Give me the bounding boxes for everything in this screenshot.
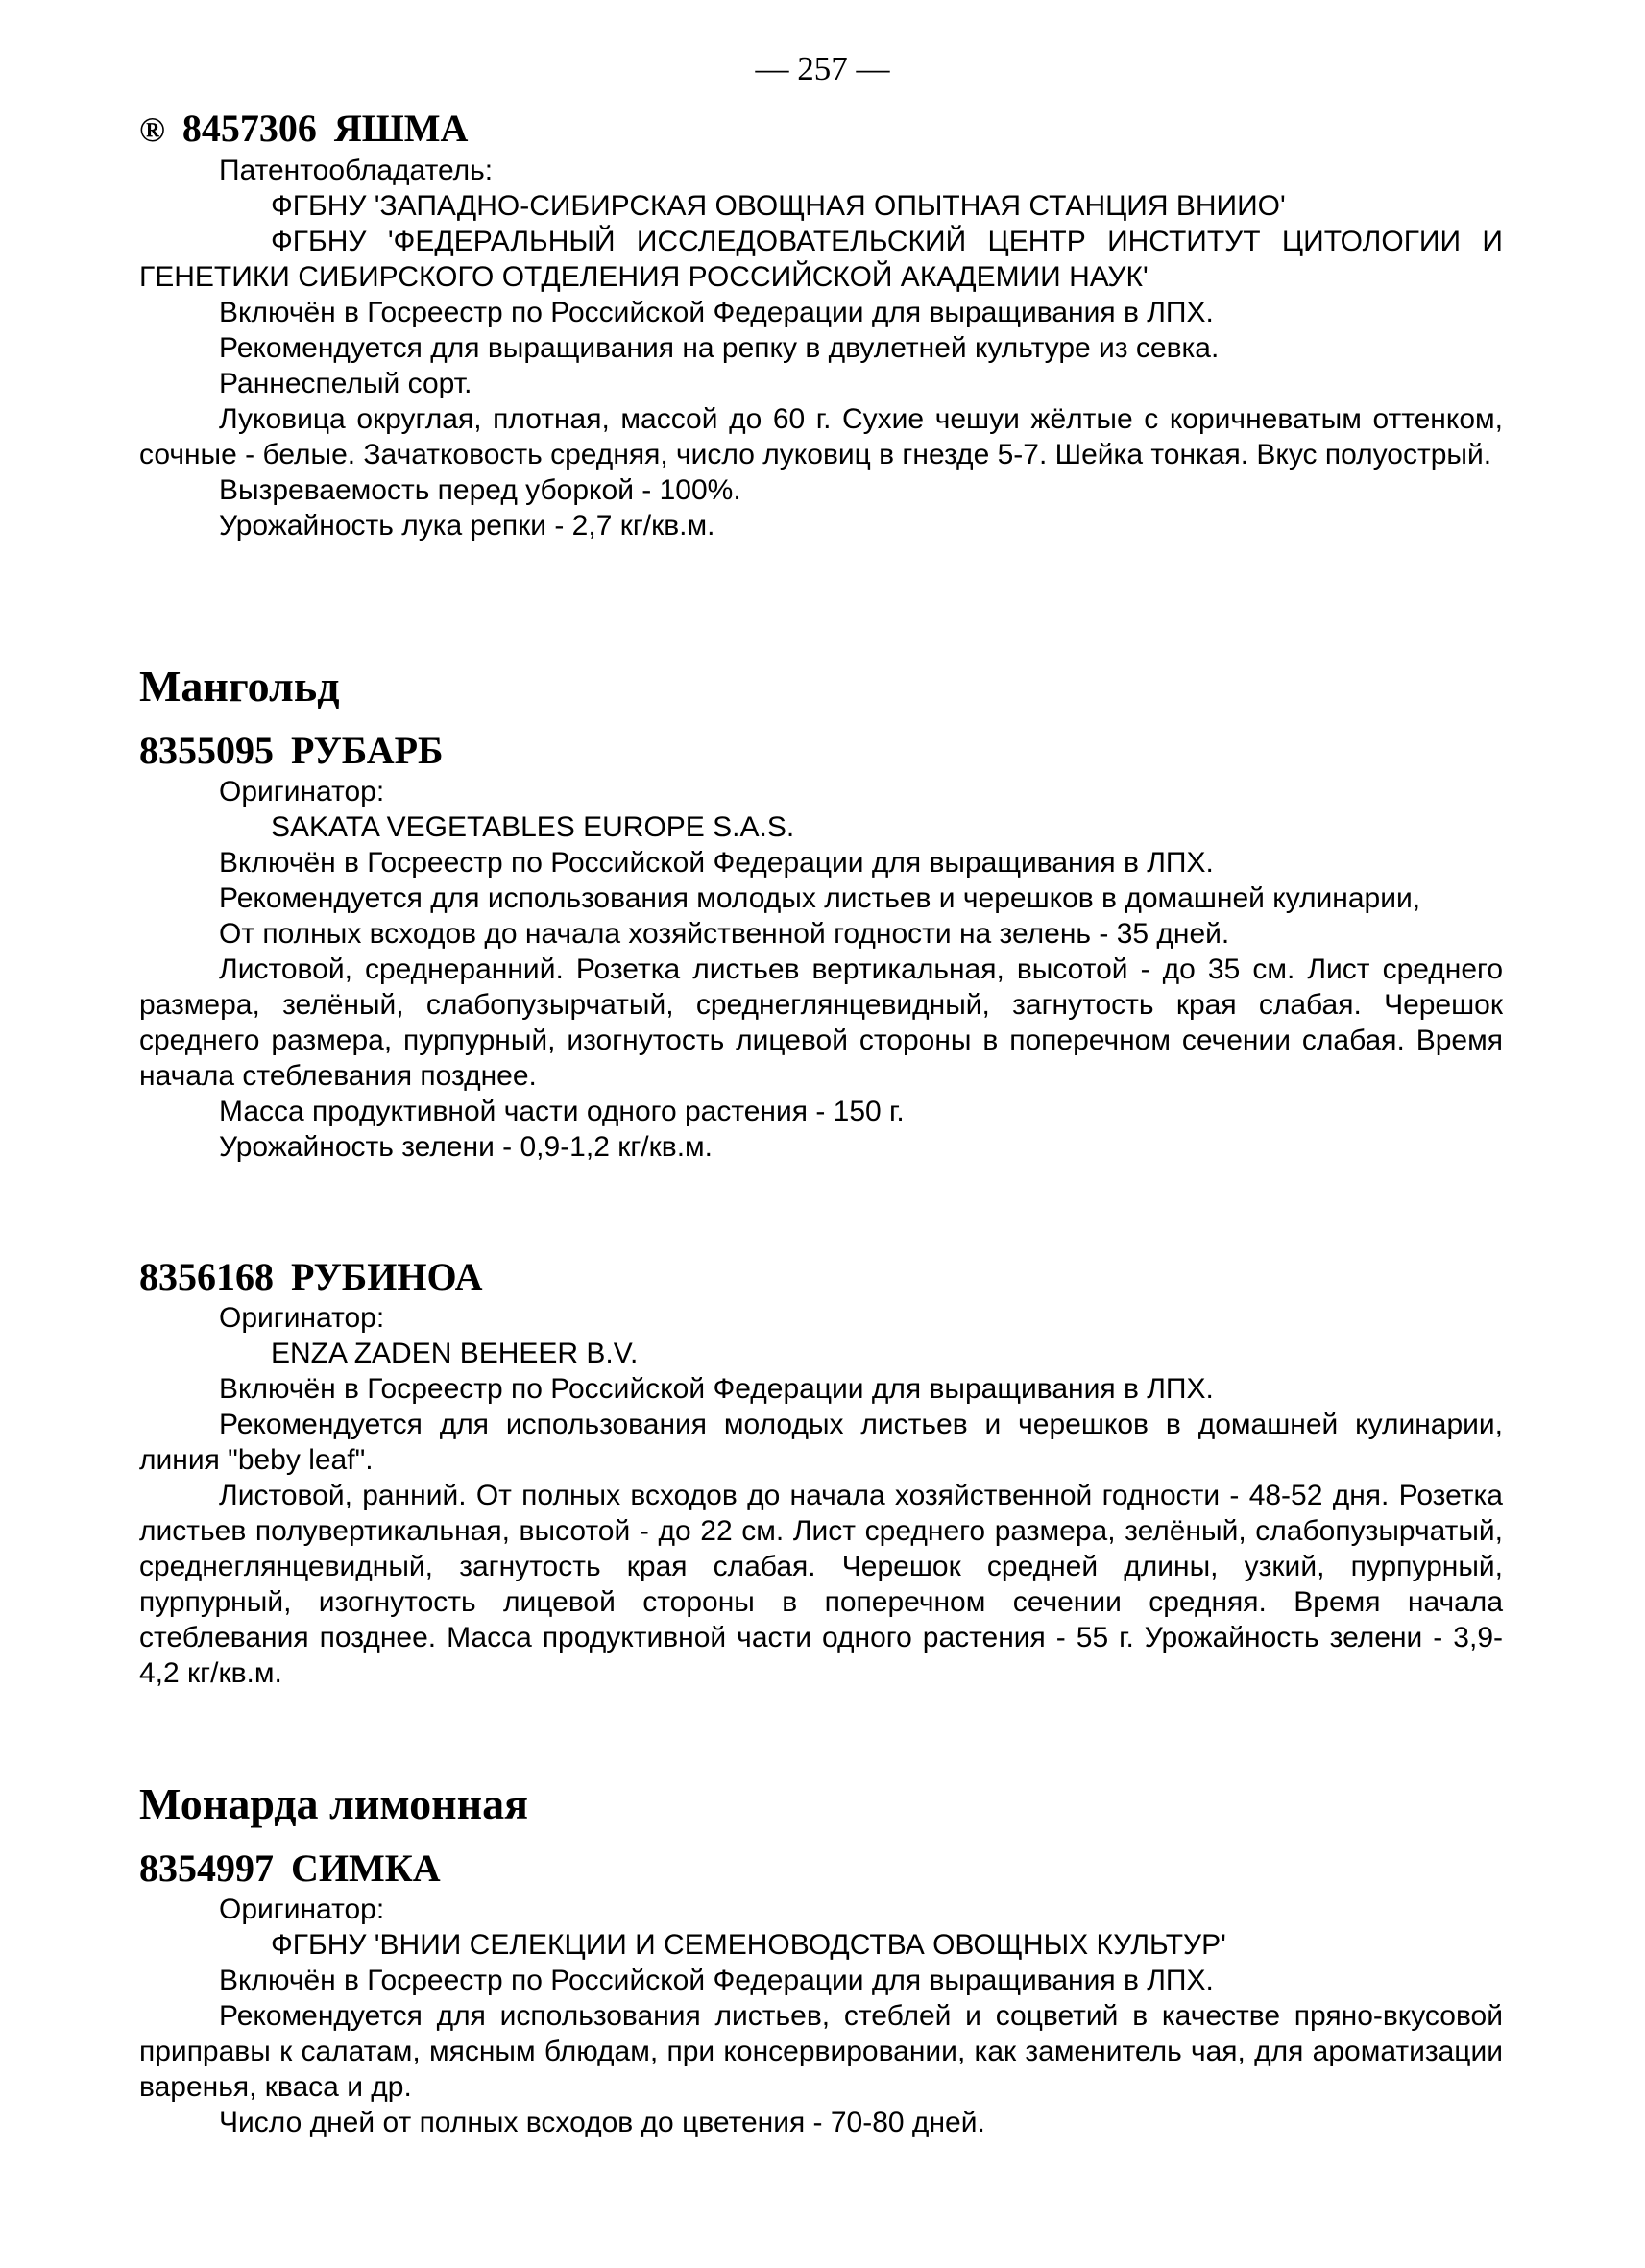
description: Луковица округлая, плотная, массой до 60 г. Сухие чешуи жёлтые с коричневатым оттенком, сочные - белые. Зачатковость средняя, число луковиц в гнезде 5-7. Шейка тонкая. Вкус полуострый. [139,403,1503,470]
holder-name: ФГБНУ 'ВНИИ СЕЛЕКЦИИ И СЕМЕНОВОДСТВА ОВОЩНЫХ КУЛЬТУР' [271,1929,1226,1961]
entry-number: 8354997 [139,1846,274,1890]
entry-body [139,1300,1503,1691]
entry-body [139,1892,1503,2140]
entry-title [139,1846,1503,1892]
role-label: Оригинатор: [219,1302,385,1334]
entry-rubinoa [139,1254,1503,1691]
registry-note: Включён в Госреестр по Российской Федерации для выращивания в ЛПХ. [219,297,1214,328]
entry-title [139,728,1503,774]
recommendation: Рекомендуется для использования молодых листьев и черешков в домашней кулинарии, [219,882,1421,914]
entry-number: 8356168 [139,1255,274,1298]
variety-name: СИМКА [291,1846,441,1890]
description: Листовой, ранний. От полных всходов до начала хозяйственной годности - 48-52 дня. Розетка листьев полувертикальная, высотой - до 22 см. Лист среднего размера, зелёный, слабопузырчатый, среднеглянцевидный, загнутость края слабая. Черешок средней длины, узкий, пурпурный, пурпурный, изогнутость лицевой стороны в поперечном сечении средняя. Время начала стеблевания позднее. Масса продуктивной части одного растения - 55 г. Урожайность зелени - 3,9-4,2 кг/кв.м. [139,1480,1503,1689]
variety-name: РУБАРБ [291,729,444,772]
recommendation: Рекомендуется для использования молодых листьев и черешков в домашней кулинарии, линия "beby leaf". [139,1409,1503,1476]
entry-body [139,774,1503,1165]
entry-yashma [139,106,1503,543]
recommendation: Рекомендуется для использования листьев, стеблей и соцветий в качестве пряно-вкусовой приправы к салатам, мясным блюдам, при консервировании, как заменитель чая, для ароматизации варенья, кваса и др. [139,2000,1503,2103]
variety-name: ЯШМА [333,107,469,150]
section-title: Мангольд [139,662,340,711]
holder-name: ФГБНУ 'ЗАПАДНО-СИБИРСКАЯ ОВОЩНАЯ ОПЫТНАЯ СТАНЦИЯ ВНИИО' [271,190,1286,222]
role-label: Оригинатор: [219,1894,385,1925]
registered-mark: ® [139,110,165,149]
period: От полных всходов до начала хозяйственной годности на зелень - 35 дней. [219,918,1230,950]
period: Число дней от полных всходов до цветения - 70-80 дней. [219,2107,985,2138]
ripening: Вызреваемость перед уборкой - 100%. [219,474,741,506]
variety-name: РУБИНОА [291,1255,483,1298]
maturity: Раннеспелый сорт. [219,368,472,399]
entry-title [139,106,1503,153]
mass: Масса продуктивной части одного растения - 150 г. [219,1096,905,1127]
entry-number: 8457306 [181,107,317,150]
registry-note: Включён в Госреестр по Российской Федерации для выращивания в ЛПХ. [219,847,1214,879]
entry-rubarb [139,728,1503,1165]
section-mangold [139,661,1503,712]
entry-number: 8355095 [139,729,274,772]
entry-simka [139,1846,1503,2140]
page-number: — 257 — [755,50,890,87]
section-monarda [139,1778,1503,1830]
entry-body [139,153,1503,543]
registry-note: Включён в Госреестр по Российской Федерации для выращивания в ЛПХ. [219,1965,1214,1996]
description: Листовой, среднеранний. Розетка листьев вертикальная, высотой - до 35 см. Лист среднего размера, зелёный, слабопузырчатый, среднеглянцевидный, загнутость края слабая. Черешок среднего размера, пурпурный, изогнутость лицевой стороны в поперечном сечении слабая. Время начала стеблевания позднее. [139,953,1503,1092]
holder-name: ФГБНУ 'ФЕДЕРАЛЬНЫЙ ИССЛЕДОВАТЕЛЬСКИЙ ЦЕНТР ИНСТИТУТ ЦИТОЛОГИИ И ГЕНЕТИКИ СИБИРСКОГО ОТДЕЛЕНИЯ РОССИЙСКОЙ АКАДЕМИИ НАУК' [139,226,1503,293]
yield: Урожайность зелени - 0,9-1,2 кг/кв.м. [219,1131,713,1163]
section-title: Монарда лимонная [139,1779,528,1828]
recommendation: Рекомендуется для выращивания на репку в двулетней культуре из севка. [219,332,1220,364]
role-label: Патентообладатель: [219,155,494,186]
holder-name: ENZA ZADEN BEHEER B.V. [271,1338,639,1369]
yield: Урожайность лука репки - 2,7 кг/кв.м. [219,510,715,542]
registry-note: Включён в Госреестр по Российской Федерации для выращивания в ЛПХ. [219,1373,1214,1405]
role-label: Оригинатор: [219,776,385,808]
holder-name: SAKATA VEGETABLES EUROPE S.A.S. [271,811,795,843]
entry-title [139,1254,1503,1300]
